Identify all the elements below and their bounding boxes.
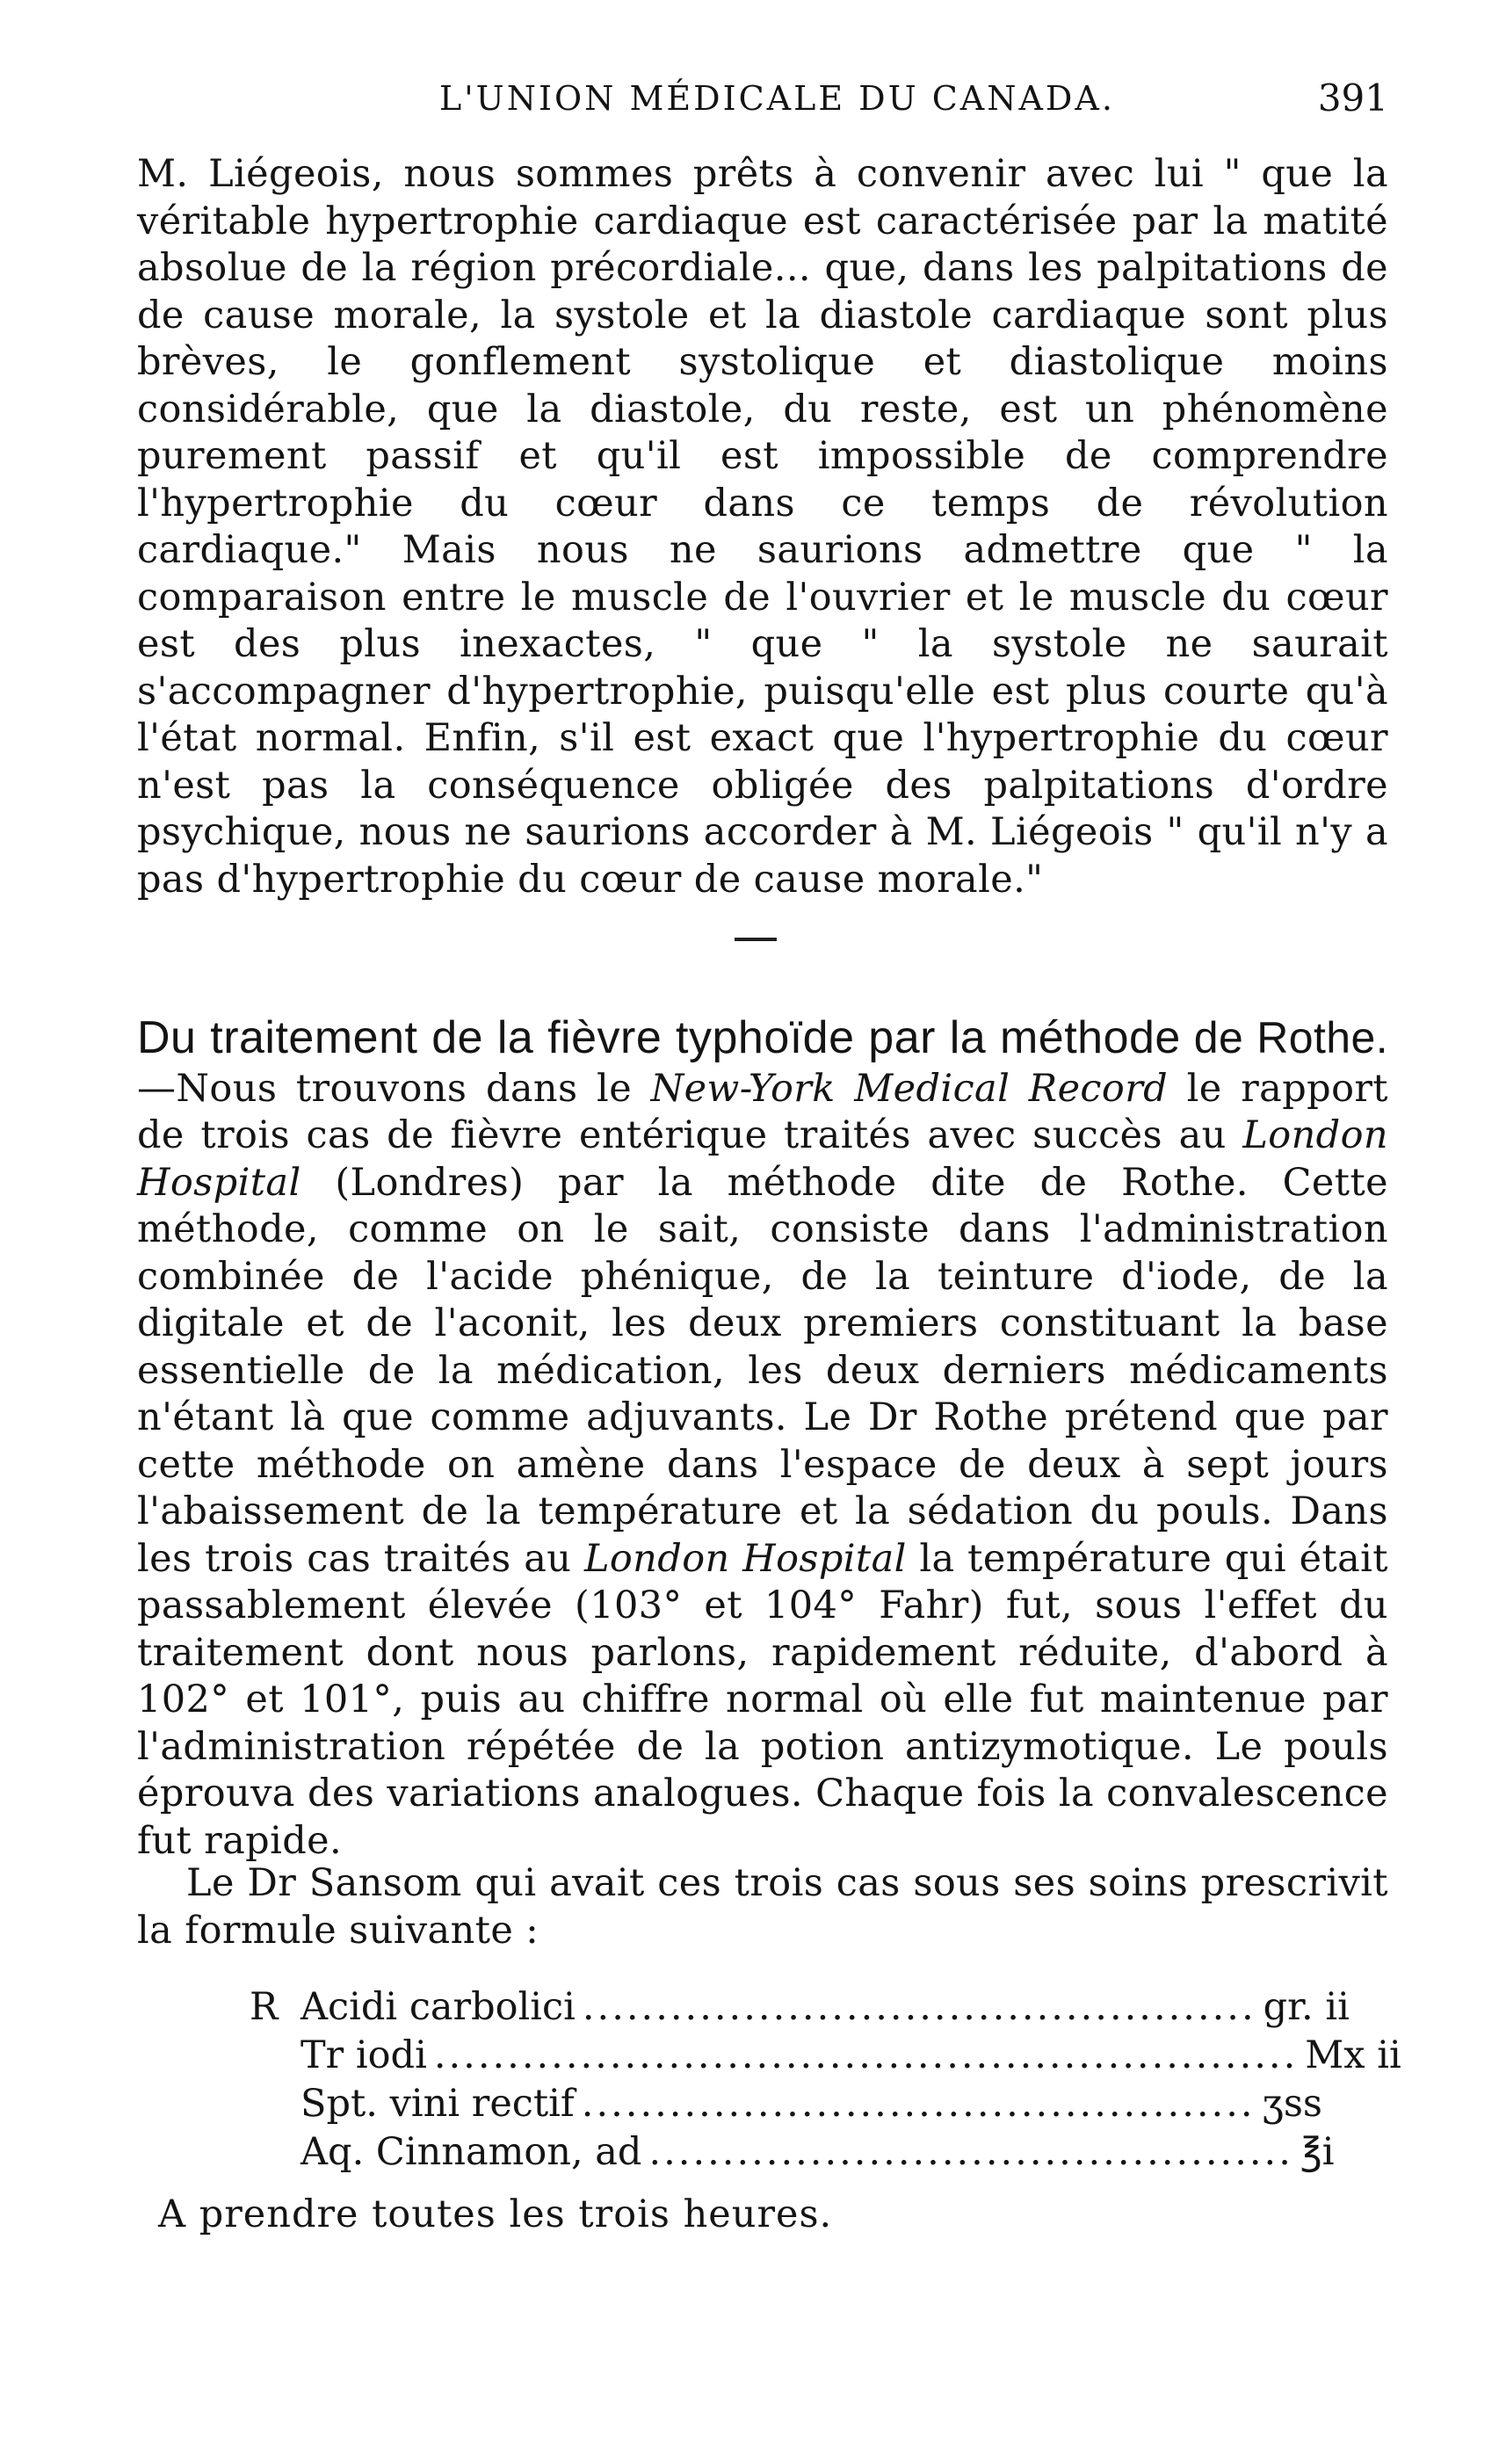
page-number: 391 [1317,76,1388,120]
ingredient-dose: ʒss [1262,2082,1322,2126]
em-dash: — [137,1065,177,1111]
paragraph-sansom [137,1860,1388,1954]
ingredient-name: Spt. vini rectif [300,2082,575,2126]
hospital-name: London Hospital [583,1536,907,1581]
ingredient-name: Tr iodi [300,2033,427,2077]
prescription-row [250,2080,1322,2128]
running-header [141,74,1388,123]
ingredient-dose: ℥i [1300,2130,1335,2174]
paragraph-text: Le Dr Sansom qui avait ces trois cas sous ses soins prescrivit la formule suivante : [137,1861,1388,1953]
article-text: Nous trouvons dans le [176,1066,651,1111]
section-separator [735,938,777,941]
prescription-row [250,2128,1335,2177]
journal-name: New-York Medical Record [650,1066,1169,1111]
ingredient-name: Aq. Cinnamon, ad [300,2130,642,2174]
dosage-instruction: A prendre toutes les trois heures. [158,2192,833,2236]
prescription-row [250,1983,1350,2032]
paragraph-liegeois: M. Liégeois, nous sommes prêts à convenir avec lui " que la véritable hypertrophie cardiaque est caractérisée par la matité absolue de la région précordiale... que, dans les palpitations de de cause morale, la systole et la diastole cardiaque sont plus brèves, le gonflement systolique et diastolique moins considérable, que la diastole, du reste, est un phénomène purement passif et qu'il est impossible de comprendre l'hypertrophie du cœur dans ce temps de révolution cardiaque." Mais nous ne saurions admettre que " la comparaison entre le muscle de l'ouvrier et le muscle du cœur est des plus inexactes, " que " la systole ne saurait s'accompagner d'hypertrophie, puisqu'elle est plus courte qu'à l'état normal. Enfin, s'il est exact que l'hypertrophie du cœur n'est pas la conséquence obligée des palpitations d'ordre psychique, nous ne saurions accorder à M. Liégeois " qu'il n'y a pas d'hypertrophie du cœur de cause morale." [137,152,1388,902]
article-headline: Du traitement de la fièvre typhoïde par la méthode [137,1012,1181,1063]
leader-dots: ........................................................... [433,2033,1299,2077]
recipe-symbol: R [250,1985,279,2029]
ingredient-dose: gr. ii [1263,1985,1350,2029]
article-text: le rapport de trois cas de fièvre entérique traités avec succès au [137,1066,1388,1157]
leader-dots: .............................................. [581,2082,1256,2126]
ingredient-dose: Mx ii [1305,2033,1401,2077]
prescription-formula [250,1983,1401,2177]
leader-dots: .............................................. [582,1985,1256,2029]
article-headline-continued: de Rothe. [1193,1013,1388,1062]
article-typhoid-treatment [137,1012,1388,1865]
ingredient-name: Acidi carbolici [300,1985,576,2029]
leader-dots: ............................................ [648,2130,1293,2174]
article-text: (Londres) par la méthode dite de Rothe. Cette méthode, comme on le sait, consiste dans l'administration combinée de l'acide phénique, de la teinture d'iode, de la digitale et de l'aconit, les deux premiers constituant la base essentielle de la médication, les deux derniers médicaments n'étant là que comme adjuvants. Le Dr Rothe prétend que par cette méthode on amène dans l'espace de deux à sept jours l'abaissement de la température et la sédation du pouls. Dans les trois cas traités au [137,1160,1388,1581]
article-text: la température qui était passablement élevée (103° et 104° Fahr) fut, sous l'effet du traitement dont nous parlons, rapidement réduite, d'abord à 102° et 101°, puis au chiffre normal où elle fut maintenue par l'administration répétée de la potion antizymotique. Le pouls éprouva des variations analogues. Chaque fois la convalescence fut rapide. [137,1536,1388,1863]
prescription-row [250,2032,1401,2080]
journal-title: L'UNION MÉDICALE DU CANADA. [439,79,1115,118]
hospital-name: London Hospital [137,1113,1388,1205]
